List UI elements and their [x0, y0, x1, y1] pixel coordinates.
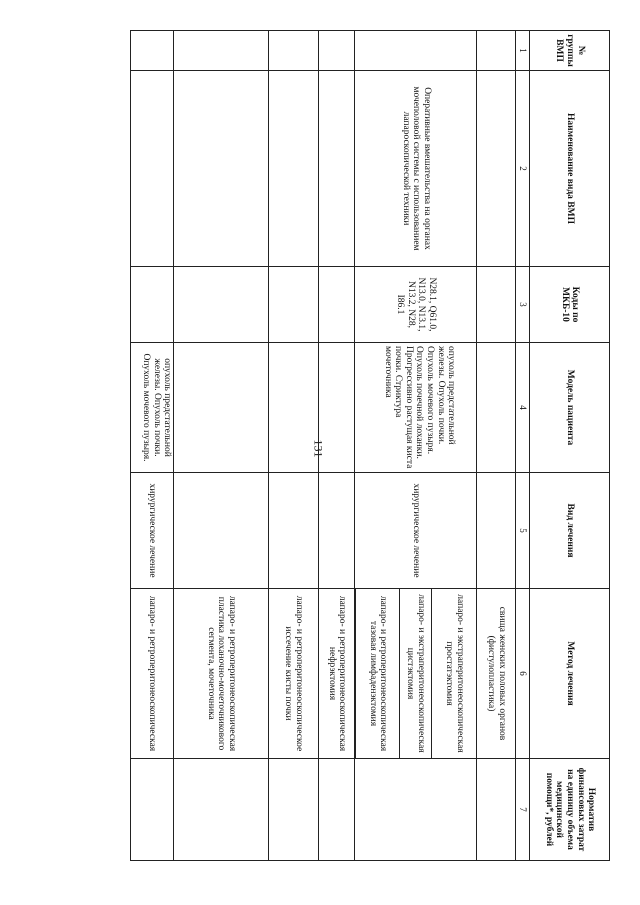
header-cost-standard: Норматив финансовых затрат на единицу объема медицинской помощи*, рублей [530, 759, 610, 861]
column-number: 2 [516, 71, 530, 267]
cost-cell [131, 759, 174, 861]
header-patient-model: Модель пациента [530, 343, 610, 473]
table-cell [174, 31, 269, 71]
table-row [269, 31, 319, 861]
table-row [174, 31, 269, 861]
table-cell [477, 343, 516, 473]
cost-cell [318, 759, 355, 861]
table-row [477, 31, 516, 861]
table-row [431, 31, 476, 861]
table-row [131, 31, 174, 861]
table-cell [269, 71, 319, 267]
vmp-table-container [130, 30, 610, 860]
table-cell [318, 71, 355, 267]
patient-model-cell: опухоль предстательной железы. Опухоль почки. Опухоль мочевого пузыря. Опухоль почечной лоханки. Прогрессивно растущая киста почки. Стриктура мочеточника [355, 343, 477, 473]
method-cell [355, 589, 356, 759]
treatment-type-cell: хирургическое лечение [131, 473, 174, 589]
page-number: 131 [311, 439, 326, 458]
table-cell [174, 267, 269, 343]
table-cell [477, 71, 516, 267]
table-cell [269, 343, 319, 473]
table-cell [269, 267, 319, 343]
method-cell: лапаро- и ретроперитонеоскопическое иссечение кисты почки [269, 589, 319, 759]
table-cell [269, 31, 319, 71]
table-cell [477, 31, 516, 71]
table-cell [318, 267, 355, 343]
group-number-cell [355, 31, 477, 71]
method-cell: лапаро- и ретроперитонеоскопическая [131, 589, 174, 759]
column-number: 5 [516, 473, 530, 589]
table-cell [269, 473, 319, 589]
table-cell [477, 473, 516, 589]
method-cell: лапаро- и ретроперитонеоскопическая пластика лоханочно-мочеточникового сегмента, мочеточника [174, 589, 269, 759]
patient-model-cell: опухоль предстательной железы. Опухоль почки. Опухоль мочевого пузыря. [131, 343, 174, 473]
method-cell: свища женских половых органов (фистулопластика) [477, 589, 516, 759]
header-row [530, 31, 610, 861]
cost-cell [355, 759, 477, 861]
cost-cell [174, 759, 269, 861]
table-cell [174, 343, 269, 473]
method-cell: лапаро- и экстраперитонеоскопическая цистэктомия [399, 589, 431, 759]
column-number-row [516, 31, 530, 861]
header-group-number: № группы ВМП [530, 31, 610, 71]
table-cell [477, 267, 516, 343]
table-cell [318, 343, 355, 473]
table-cell [318, 31, 355, 71]
column-number: 3 [516, 267, 530, 343]
header-treatment-method: Метод лечения [530, 589, 610, 759]
icd-codes-cell: N28.1, Q61.0, N13.0, N13.1, N13.2, N28, I86.1 [355, 267, 477, 343]
table-cell [131, 31, 174, 71]
method-cell: лапаро- и экстраперитонеоскопическая простатэктомия [431, 589, 476, 759]
table-cell [131, 267, 174, 343]
table-cell [174, 71, 269, 267]
column-number: 1 [516, 31, 530, 71]
method-cell: лапаро- и ретроперитонеоскопическая тазовая лимфаденэктомия [356, 589, 399, 759]
method-cell: лапаро- и ретроперитонеоскопическая нефрэктомия [318, 589, 355, 759]
column-number: 6 [516, 589, 530, 759]
table-cell [131, 71, 174, 267]
table-cell [174, 473, 269, 589]
table-cell [318, 473, 355, 589]
column-number: 7 [516, 759, 530, 861]
header-vmp-name: Наименование вида ВМП [530, 71, 610, 267]
header-treatment-type: Вид лечения [530, 473, 610, 589]
group-name-cell: Оперативные вмешательства на органах мочеполовой системы с использованием лапароскопической техники [355, 71, 477, 267]
header-icd-codes: Коды по МКБ-10 [530, 267, 610, 343]
treatment-type-cell: хирургическое лечение [355, 473, 477, 589]
vmp-table [130, 30, 610, 861]
column-number: 4 [516, 343, 530, 473]
table-row [318, 31, 355, 861]
cost-cell [477, 759, 516, 861]
cost-cell [269, 759, 319, 861]
